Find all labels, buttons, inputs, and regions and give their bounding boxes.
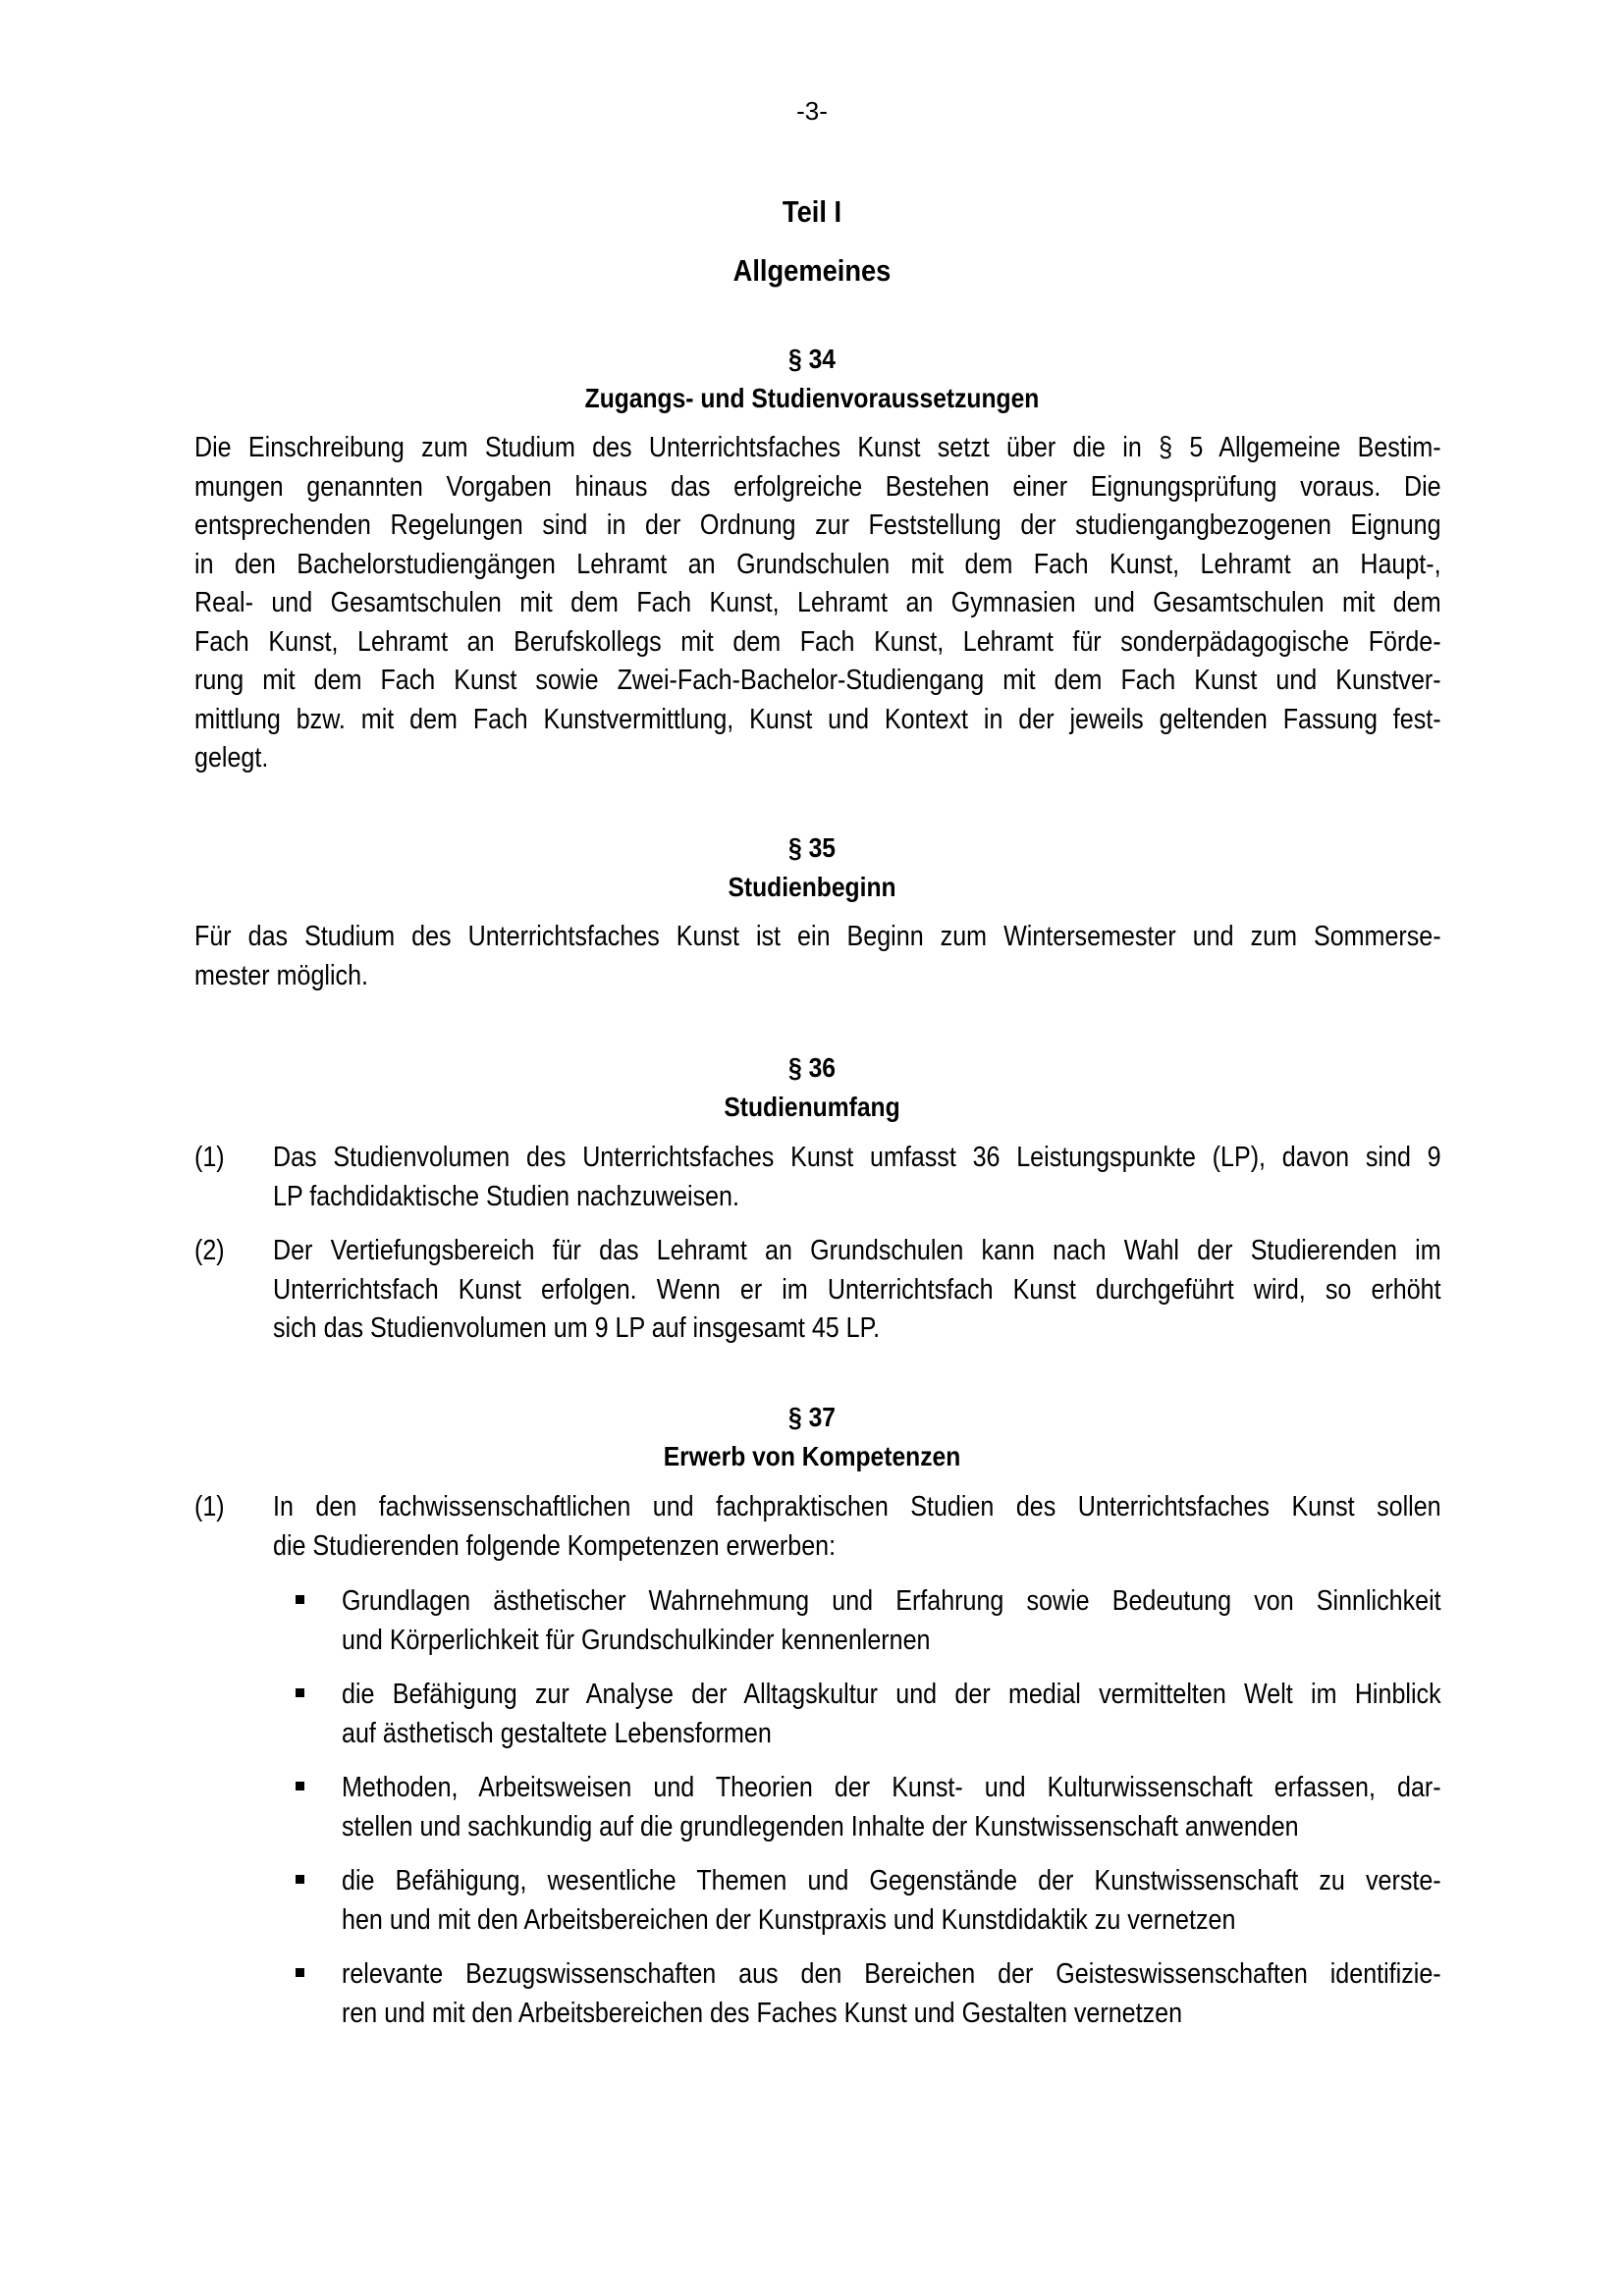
item-number: (2) (194, 1235, 225, 1266)
bullet-line: stellen und sachkundig auf die grundlegenden Inhalte der Kunstwissenschaft anwenden (342, 1810, 1299, 1842)
paragraph-line: Für das Studium des Unterrichtsfaches Kunst ist ein Beginn zum Wintersemester und zum Sommerse- (194, 921, 1441, 952)
paragraph-line: mungen genannten Vorgaben hinaus das erfolgreiche Bestehen einer Eignungsprüfung voraus. Die (194, 470, 1441, 503)
item-line: Unterrichtsfach Kunst erfolgen. Wenn er im Unterrichtsfach Kunst durchgeführt wird, so erhöht (273, 1273, 1441, 1306)
paragraph-line: Real- und Gesamtschulen mit dem Fach Kunst, Lehramt an Gymnasien und Gesamtschulen mit dem (194, 587, 1441, 618)
bullet-line: Grundlagen ästhetischer Wahrnehmung und Erfahrung sowie Bedeutung von Sinnlichkeit (342, 1585, 1441, 1617)
bullet-line: Methoden, Arbeitsweisen und Theorien der Kunst- und Kulturwissenschaft erfassen, dar- (342, 1772, 1441, 1803)
part-title: Allgemeines (732, 253, 892, 288)
item-body (273, 1488, 1441, 1566)
paragraph-line: Die Einschreibung zum Studium des Unterrichtsfaches Kunst setzt über die in § 5 Allgemeine Bestim- (194, 432, 1441, 463)
part-number: Teil I (782, 194, 842, 229)
item-line: Der Vertiefungsbereich für das Lehramt an Grundschulen kann nach Wahl der Studierenden im (273, 1235, 1441, 1266)
paragraph-line: in den Bachelorstudiengängen Lehramt an Grundschulen mit dem Fach Kunst, Lehramt an Haupt-, (194, 548, 1441, 580)
page-number: -3- (796, 96, 828, 126)
square-bullet-icon (296, 1968, 304, 1977)
paragraph-line: entsprechenden Regelungen sind in der Ordnung zur Feststellung der studiengangbezogenen Eignung (194, 509, 1441, 541)
item-body (273, 1139, 1441, 1216)
item-line: die Studierenden folgende Kompetenzen erwerben: (273, 1529, 837, 1562)
bullet-body (342, 1862, 1441, 1940)
square-bullet-icon (296, 1688, 304, 1697)
bullet-body (342, 1676, 1441, 1753)
item-number: (1) (194, 1491, 225, 1522)
section-37-title: Erwerb von Kompetenzen (663, 1441, 961, 1471)
section-35-number: § 35 (788, 832, 836, 863)
bullet-line: die Befähigung, wesentliche Themen und Gegenstände der Kunstwissenschaft zu verste- (342, 1865, 1441, 1896)
item-line: sich das Studienvolumen um 9 LP auf insgesamt 45 LP. (273, 1312, 881, 1344)
paragraph-line: Fach Kunst, Lehramt an Berufskollegs mit dem Fach Kunst, Lehramt für sonderpädagogische Förde- (194, 625, 1441, 658)
bullet-body (342, 1955, 1441, 2033)
section-34-title: Zugangs- und Studienvoraussetzungen (584, 383, 1040, 413)
bullet-line: auf ästhetisch gestaltete Lebensformen (342, 1717, 772, 1749)
paragraph-line: gelegt. (194, 742, 269, 774)
section-37-number: § 37 (788, 1402, 836, 1432)
bullet-body (342, 1769, 1441, 1846)
section-34-number: § 34 (788, 344, 836, 374)
paragraph-line: mester möglich. (194, 959, 369, 991)
bullet-line: die Befähigung zur Analyse der Alltagskultur und der medial vermittelten Welt im Hinblick (342, 1679, 1441, 1710)
bullet-line: und Körperlichkeit für Grundschulkinder kennenlernen (342, 1624, 931, 1656)
square-bullet-icon (296, 1595, 304, 1604)
item-number: (1) (194, 1142, 225, 1173)
item-body (273, 1232, 1441, 1349)
item-line: LP fachdidaktische Studien nachzuweisen. (273, 1180, 739, 1212)
bullet-line: relevante Bezugswissenschaften aus den Bereichen der Geisteswissenschaften identifizie- (342, 1958, 1441, 1990)
bullet-body (342, 1582, 1441, 1660)
square-bullet-icon (296, 1875, 304, 1884)
section-35-paragraph (194, 918, 1441, 995)
paragraph-line: mittlung bzw. mit dem Fach Kunstvermittlung, Kunst und Kontext in der jeweils geltenden Fassung fest- (194, 703, 1441, 735)
section-36-title: Studienumfang (724, 1092, 900, 1122)
section-36-number: § 36 (788, 1052, 836, 1083)
item-line: Das Studienvolumen des Unterrichtsfaches Kunst umfasst 36 Leistungspunkte (LP), davon sind 9 (273, 1142, 1441, 1173)
bullet-line: hen und mit den Arbeitsbereichen der Kunstpraxis und Kunstdidaktik zu vernetzen (342, 1903, 1236, 1936)
square-bullet-icon (296, 1782, 304, 1790)
section-35-title: Studienbeginn (728, 872, 896, 902)
section-34-paragraph (194, 429, 1441, 778)
item-line: In den fachwissenschaftlichen und fachpraktischen Studien des Unterrichtsfaches Kunst sollen (273, 1491, 1441, 1522)
bullet-line: ren und mit den Arbeitsbereichen des Faches Kunst und Gestalten vernetzen (342, 1997, 1183, 2029)
paragraph-line: rung mit dem Fach Kunst sowie Zwei-Fach-Bachelor-Studiengang mit dem Fach Kunst und Kunstver- (194, 665, 1441, 696)
